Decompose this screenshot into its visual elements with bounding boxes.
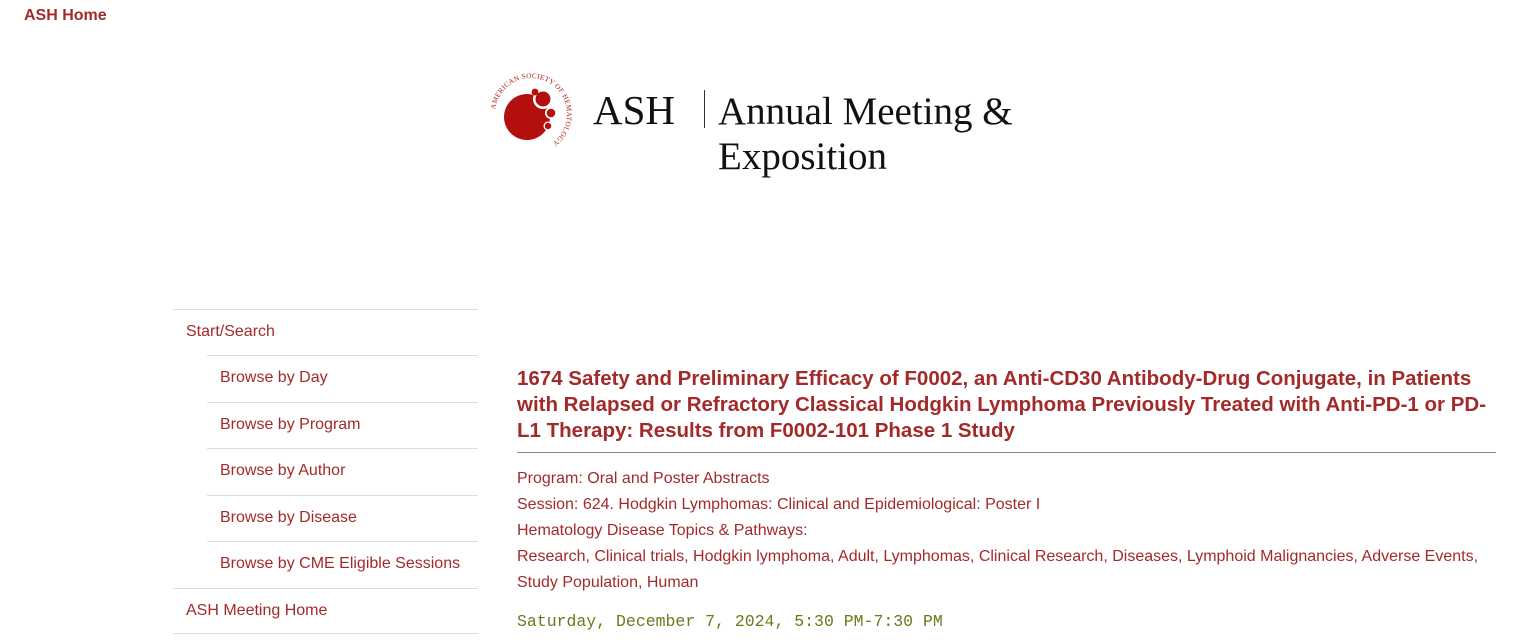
sidebar-item-browse-by-disease[interactable]: Browse by Disease bbox=[207, 495, 478, 542]
topics-label: Hematology Disease Topics & Pathways: bbox=[517, 522, 808, 539]
session-text: Session: 624. Hodgkin Lymphomas: Clinical and Epidemiological: Poster I bbox=[517, 496, 1041, 513]
ash-home-link[interactable]: ASH Home bbox=[24, 7, 107, 24]
sidebar-nav bbox=[173, 309, 478, 634]
sidebar-item-browse-by-program[interactable]: Browse by Program bbox=[207, 402, 478, 449]
sidebar-item-browse-by-cme[interactable]: Browse by CME Eligible Sessions bbox=[207, 541, 478, 588]
sidebar-item-browse-by-author[interactable]: Browse by Author bbox=[207, 448, 478, 495]
abstract-title: 1674 Safety and Preliminary Efficacy of F0002, an Anti-CD30 Antibody-Drug Conjugate, in Patients with Relapsed or Refractory Classical Hodgkin Lymphoma Previously Treated with Anti-PD-1 or PD-L1 Therapy: Results from F0002-101 Phase 1 Study bbox=[517, 366, 1496, 453]
org-name: ASH bbox=[593, 87, 676, 133]
meeting-name: Annual Meeting & Exposition bbox=[718, 90, 1013, 178]
meeting-banner bbox=[489, 72, 1189, 178]
sidebar-item-start-search[interactable]: Start/Search bbox=[173, 309, 478, 355]
sidebar-item-ash-meeting-home[interactable]: ASH Meeting Home bbox=[173, 588, 478, 634]
seal-text: AMERICAN SOCIETY OF HEMATOLOGY bbox=[489, 72, 573, 148]
abstract-content bbox=[517, 366, 1496, 631]
abstract-meta bbox=[517, 466, 1496, 596]
topics-text: Research, Clinical trials, Hodgkin lymphoma, Adult, Lymphomas, Clinical Research, Diseases, Lymphoid Malignancies, Adverse Events, Study Population, Human bbox=[517, 548, 1479, 591]
session-datetime: Saturday, December 7, 2024, 5:30 PM-7:30 PM bbox=[517, 612, 943, 631]
banner-divider bbox=[704, 90, 705, 128]
sidebar-item-browse-by-day[interactable]: Browse by Day bbox=[207, 355, 478, 402]
ash-logo bbox=[489, 72, 573, 156]
program-text: Program: Oral and Poster Abstracts bbox=[517, 470, 770, 487]
